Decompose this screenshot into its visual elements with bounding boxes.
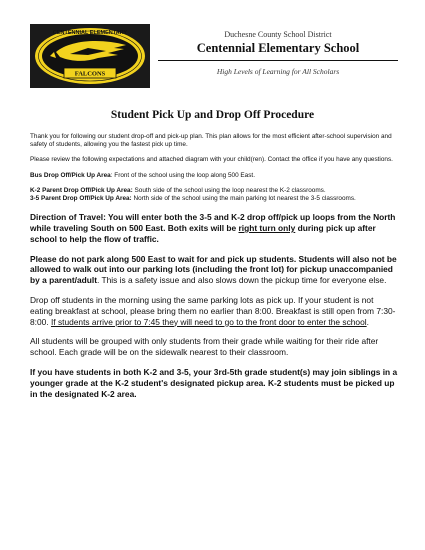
document-body [30, 133, 398, 399]
parking-bold-text: Please do not park along 500 East to wait for and pick up students. Students will also not be allowed to walk out into our parking lots (including the front lot) for pickup unaccompanied by a parent/adult [30, 253, 397, 286]
direction-text-2: during pick up after school to help the flow of traffic. [30, 223, 376, 244]
bus-area-text: : Front of the school using the loop along 500 East. [110, 171, 255, 179]
dropoff-underlined: If students arrive prior to 7:45 they will need to go to the front door to enter the school [50, 316, 367, 327]
header-divider [158, 60, 398, 61]
school-name: Centennial Elementary School [196, 41, 360, 55]
g35-area-text: North side of the school using the main parking lot nearest the 3-5 classrooms. [131, 195, 356, 203]
g35-area-label: 3-5 Parent Drop Off/Pick Up Area: [30, 195, 132, 203]
direction-underlined: right turn only [238, 223, 296, 234]
parking-paragraph [30, 254, 398, 286]
parking-rest-text: . This is a safety issue and also slows down the pickup time for everyone else. [97, 275, 387, 286]
grouping-paragraph: All students will be grouped with only students from their grade while waiting for their ride after school. Each grade will be on the sidewalk nearest to their classroom. [30, 336, 379, 358]
logo-banner-text: FALCONS [74, 70, 106, 78]
direction-text-1: Direction of Travel: You will enter both the 3-5 and K-2 drop off/pick up loops from the North while traveling South on 500 East. Both exits will be [30, 212, 396, 234]
dropoff-text: Drop off students in the morning using the same parking lots as pick up. If your student is not eating breakfast at school, please bring them no earlier than 8:00. Breakfast is still open from 7:30-8:00. [30, 295, 396, 327]
document-title: Student Pick Up and Drop Off Procedure [110, 109, 315, 121]
dropoff-paragraph [30, 295, 398, 327]
k2-area-text: South side of the school using the loop nearest the K-2 classrooms. [132, 186, 326, 194]
g35-area-paragraph [30, 195, 398, 203]
district-name: Duchesne County School District [224, 30, 332, 39]
school-tagline: High Levels of Learning for All Scholars [216, 67, 340, 76]
school-logo [30, 24, 150, 88]
dropoff-end: . [366, 316, 369, 327]
intro-paragraph: Thank you for following our student drop-off and pick-up plan. This plan allows for the most efficient after-school supervision and safety of students, allowing you the fastest pick up time. [30, 133, 392, 149]
direction-of-travel-paragraph [30, 212, 398, 244]
logo-ring-text: CENTENNIAL ELEMENTARY [52, 30, 128, 36]
k2-area-label: K-2 Parent Drop Off/Pick Up Area: [30, 186, 133, 194]
review-paragraph: Please review the following expectations and attached diagram with your child(ren). Contact the office if you have any questions. [30, 156, 393, 164]
bus-area-paragraph [30, 172, 398, 180]
k2-area-paragraph [30, 187, 398, 195]
bus-area-label: Bus Drop Off/Pick Up Area [30, 171, 111, 179]
siblings-paragraph: If you have students in both K-2 and 3-5, your 3rd-5th grade student(s) may join siblings in a younger grade at the K-2 student's designated pickup area. K-2 students must be picked up in the designated K-2 area. [30, 366, 398, 399]
